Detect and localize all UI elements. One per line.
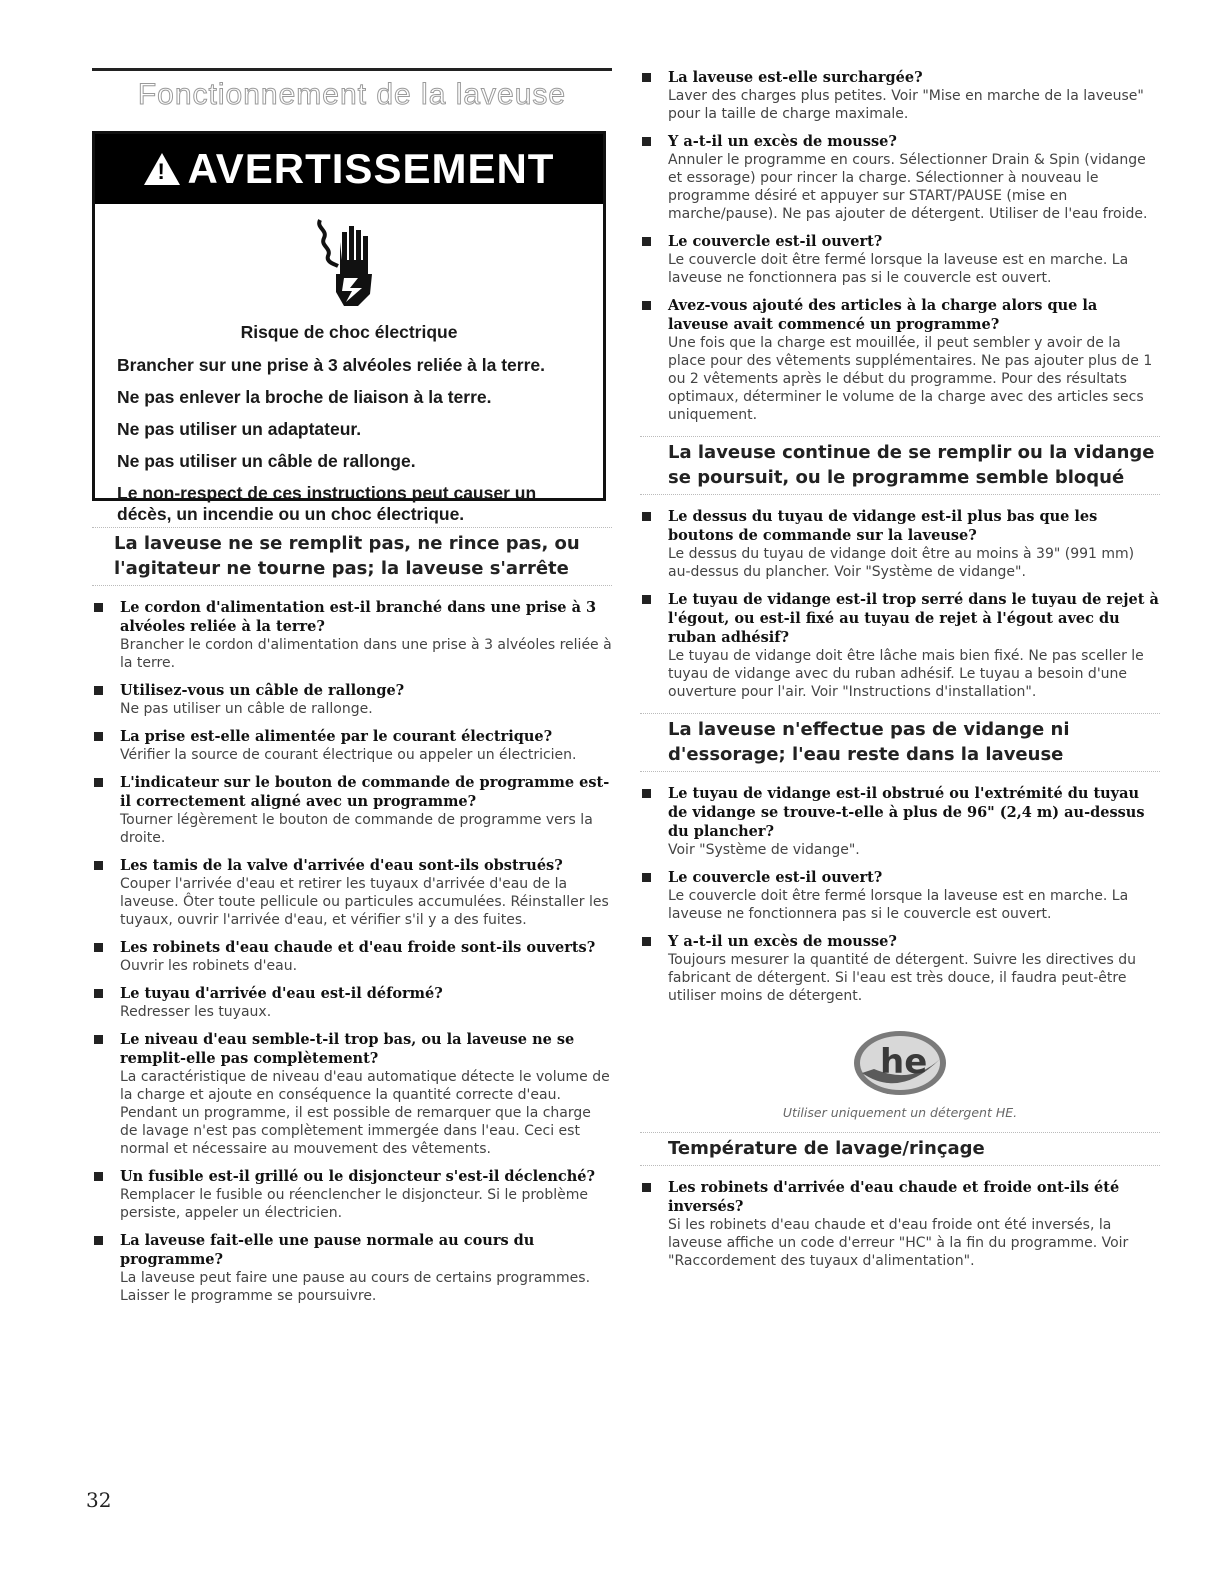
answer: La caractéristique de niveau d'eau automatique détecte le volume de la charge et ajoute en conséquence la quantité correcte d'eau. Pendant un programme, il est possible de remarquer que la charge de lavage n'est pas complètement immergée dans l'eau. Ceci est normal et nécessaire au mouvement des vêtements. [120,1069,610,1157]
bullet-square-icon [94,603,103,612]
title-rule [92,68,612,71]
answer: Brancher le cordon d'alimentation dans une prise à 3 alvéoles reliée à la terre. [120,637,612,671]
question: Le niveau d'eau semble-t-il trop bas, ou la laveuse ne se remplit-elle pas complètement? [120,1031,575,1067]
list-item [640,507,1160,581]
troubleshoot-list [640,507,1160,701]
troubleshoot-list [92,598,612,1305]
answer: Ouvrir les robinets d'eau. [120,958,298,974]
question: La prise est-elle alimentée par le courant électrique? [120,728,553,745]
right-column [640,68,1160,1279]
question: Le couvercle est-il ouvert? [668,869,883,886]
bullet-square-icon [94,778,103,787]
bullet-square-icon [94,989,103,998]
section-title: Température de lavage/rinçage [668,1138,985,1159]
answer: Tourner légèrement le bouton de commande de programme vers la droite. [120,812,593,846]
answer: Toujours mesurer la quantité de détergent. Suivre les directives du fabricant de détergent. Si l'eau est très douce, il faudra peut-être utiliser moins de détergent. [668,952,1137,1004]
warning-subtitle: Risque de choc électrique [240,322,458,342]
warning-line: Ne pas utiliser un câble de rallonge. [117,451,416,471]
list-item [92,598,612,672]
warning-triangle-icon: ! [144,153,180,185]
bullet-square-icon [642,873,651,882]
answer: Ne pas utiliser un câble de rallonge. [120,701,373,717]
bullet-square-icon [94,943,103,952]
he-logo-text: he [880,1042,928,1082]
list-item [640,932,1160,1005]
bullet-square-icon [642,937,651,946]
answer: Redresser les tuyaux. [120,1004,272,1020]
answer: Vérifier la source de courant électrique ou appeler un électricien. [120,747,577,763]
answer: Voir "Système de vidange". [668,842,860,858]
bullet-square-icon [94,732,103,741]
question: Le dessus du tuyau de vidange est-il plus bas que les boutons de commande sur la laveuse? [668,508,1098,544]
bullet-square-icon [94,686,103,695]
question: Y a-t-il un excès de mousse? [668,133,897,150]
bullet-square-icon [642,301,651,310]
list-item [92,1030,612,1158]
section-header [640,713,1160,772]
warning-line: Ne pas utiliser un adaptateur. [117,419,362,439]
troubleshoot-list [640,784,1160,1005]
answer: Le tuyau de vidange doit être lâche mais bien fixé. Ne pas sceller le tuyau de vidange avec du ruban adhésif. Le tuyau a besoin d'une ouverture pour l'air. Voir "Instructions d'installation". [668,648,1144,700]
list-item [640,590,1160,701]
bullet-square-icon [94,1236,103,1245]
section-header [92,527,612,586]
warning-body [95,322,603,525]
question: Un fusible est-il grillé ou le disjoncteur s'est-il déclenché? [120,1168,595,1185]
list-item [92,681,612,718]
question: Utilisez-vous un câble de rallonge? [120,682,405,699]
electric-shock-hand-icon [314,216,384,308]
he-logo-caption: Utiliser uniquement un détergent HE. [782,1105,1018,1120]
question: Le tuyau de vidange est-il trop serré dans le tuyau de rejet à l'égout, ou est-il fixé au tuyau de rejet à l'égout avec du ruban adhésif? [668,591,1159,646]
bullet-square-icon [642,789,651,798]
question: Les robinets d'arrivée d'eau chaude et froide ont-ils été inversés? [668,1179,1120,1215]
list-item [640,68,1160,123]
section-header [640,1132,1160,1166]
warning-line: Le non-respect de ces instructions peut causer un décès, un incendie ou un choc électrique. [117,483,537,524]
bullet-square-icon [94,1035,103,1044]
list-item [92,856,612,929]
answer: Remplacer le fusible ou réenclencher le disjoncteur. Si le problème persiste, appeler un électricien. [120,1187,589,1221]
answer: Laver des charges plus petites. Voir "Mise en marche de la laveuse" pour la taille de charge maximale. [668,88,1144,122]
answer: Le couvercle doit être fermé lorsque la laveuse est en marche. La laveuse ne fonctionnera pas si le couvercle est ouvert. [668,888,1129,922]
question: Le tuyau de vidange est-il obstrué ou l'extrémité du tuyau de vidange se trouve-t-elle à plus de 96" (2,4 m) au-dessus du plancher? [668,785,1145,840]
bullet-square-icon [642,595,651,604]
question: Les tamis de la valve d'arrivée d'eau sont-ils obstrués? [120,857,563,874]
left-column [92,68,612,1314]
question: Le couvercle est-il ouvert? [668,233,883,250]
list-item [92,727,612,764]
warning-header-text: AVERTISSEMENT [187,145,555,192]
he-detergent-logo [852,1029,948,1097]
troubleshoot-list [640,68,1160,424]
answer: Si les robinets d'eau chaude et d'eau froide ont été inversés, la laveuse affiche un code d'erreur "HC" à la fin du programme. Voir "Raccordement des tuyaux d'alimentation". [668,1217,1129,1269]
question: Les robinets d'eau chaude et d'eau froide sont-ils ouverts? [120,939,596,956]
bullet-square-icon [642,137,651,146]
list-item [92,1231,612,1305]
question: Le tuyau d'arrivée d'eau est-il déformé? [120,985,443,1002]
warning-box [92,131,606,524]
question: Y a-t-il un excès de mousse? [668,933,897,950]
list-item [640,868,1160,923]
warning-line: Brancher sur une prise à 3 alvéoles reliée à la terre. [117,355,546,375]
answer: Annuler le programme en cours. Sélectionner Drain & Spin (vidange et essorage) pour rincer la charge. Sélectionner à nouveau le programme désiré et appuyer sur START/PAUSE (mise en marche/pause). Ne pas ajouter de détergent. Utiliser de l'eau froide. [668,152,1148,222]
warning-line: Ne pas enlever la broche de liaison à la terre. [117,387,492,407]
section-title: La laveuse continue de se remplir ou la vidange se poursuit, ou le programme semble bloqué [668,442,1155,488]
bullet-square-icon [642,237,651,246]
bullet-square-icon [642,1183,651,1192]
troubleshoot-list [640,1178,1160,1270]
list-item [92,938,612,975]
question: La laveuse est-elle surchargée? [668,69,923,86]
answer: Une fois que la charge est mouillée, il peut sembler y avoir de la place pour des vêtements supplémentaires. Ne pas ajouter plus de 1 ou 2 vêtements après le début du programme. Pour des résultats optimaux, déterminer le volume de la charge avec des articles secs uniquement. [668,335,1153,423]
page-section-title: Fonctionnement de la laveuse [137,78,567,111]
list-item [640,132,1160,223]
list-item [92,984,612,1021]
answer: Le couvercle doit être fermé lorsque la laveuse est en marche. La laveuse ne fonctionnera pas si le couvercle est ouvert. [668,252,1129,286]
question: L'indicateur sur le bouton de commande de programme est-il correctement aligné avec un programme? [120,774,610,810]
list-item [640,232,1160,287]
answer: Couper l'arrivée d'eau et retirer les tuyaux d'arrivée d'eau de la laveuse. Ôter toute pellicule ou particules accumulées. Réinstaller les tuyaux, ouvrir l'arrivée d'eau, et vérifier s'il y a des fuites. [120,876,609,928]
list-item [92,773,612,847]
list-item [640,1178,1160,1270]
bullet-square-icon [94,1172,103,1181]
section-title: La laveuse ne se remplit pas, ne rince pas, ou l'agitateur ne tourne pas; la laveuse s'arrête [114,533,580,579]
answer: Le dessus du tuyau de vidange doit être au moins à 39" (991 mm) au-dessus du plancher. Voir "Système de vidange". [668,546,1135,580]
question: La laveuse fait-elle une pause normale au cours du programme? [120,1232,535,1268]
list-item [92,1167,612,1222]
bullet-square-icon [642,512,651,521]
page-number: 32 [86,1488,112,1512]
question: Avez-vous ajouté des articles à la charge alors que la laveuse avait commencé un programme? [668,297,1098,333]
bullet-square-icon [642,73,651,82]
answer: La laveuse peut faire une pause au cours de certains programmes. Laisser le programme se poursuivre. [120,1270,591,1304]
section-header [640,436,1160,495]
list-item [640,296,1160,424]
list-item [640,784,1160,859]
warning-header [95,134,603,204]
bullet-square-icon [94,861,103,870]
section-title: La laveuse n'effectue pas de vidange ni d'essorage; l'eau reste dans la laveuse [668,719,1070,765]
question: Le cordon d'alimentation est-il branché dans une prise à 3 alvéoles reliée à la terre? [120,599,597,635]
